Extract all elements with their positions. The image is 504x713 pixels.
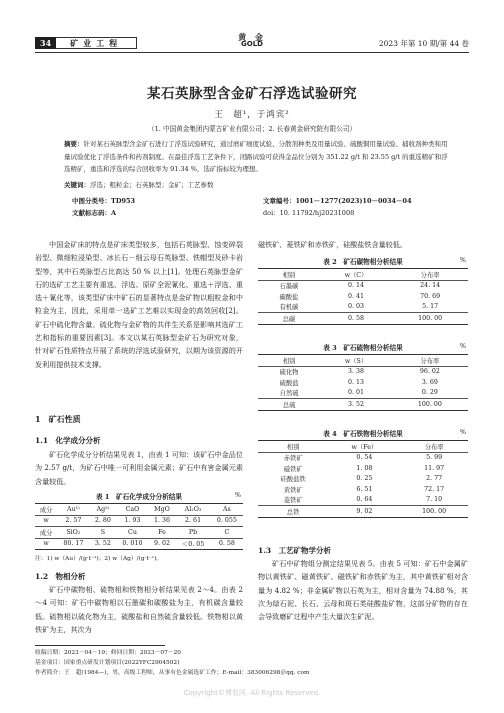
- table-cell: MgO: [154, 505, 170, 513]
- table-1: [35, 491, 243, 562]
- footnote-rule: [35, 645, 165, 646]
- table-row: [258, 399, 468, 411]
- table-4-unit: %: [460, 429, 466, 436]
- doi: doi：10. 11792/hj20231008: [263, 209, 355, 217]
- intro-paragraph: [35, 238, 243, 371]
- table-1-note: 注：1) w（Au）/(g·t⁻¹)；2) w（Ag）/(g·t⁻¹)。: [35, 556, 163, 562]
- table-row: [258, 377, 468, 388]
- table-cell: SiO₂: [66, 528, 81, 536]
- table-cell: 1. 93: [124, 517, 141, 525]
- issue-info: 2023 年第 10 期/第 44 卷: [378, 39, 469, 48]
- table-cell: Fe: [158, 528, 166, 536]
- article-number: 文章编号：1001－1277(2023)10－0034－04: [263, 197, 412, 205]
- table-cell: 9. 02: [153, 540, 170, 548]
- table-row: [258, 506, 468, 518]
- table-row: [258, 291, 468, 302]
- table-cell: 1. 08: [356, 464, 373, 472]
- table-cell: 100. 00: [418, 314, 443, 322]
- table-cell: 0. 13: [347, 378, 364, 386]
- table-cell: 72. 17: [424, 485, 445, 493]
- table-row: [258, 280, 468, 291]
- received-date: 收稿日期：2023－04－19；修回日期：2023－07－20: [35, 650, 181, 656]
- table-cell: 0. 14: [348, 282, 365, 290]
- table-cell: 3. 38: [347, 368, 364, 376]
- table-cell: 6. 51: [356, 485, 373, 493]
- table-2-unit: %: [460, 257, 466, 264]
- table-cell: 石墨碳: [279, 283, 299, 291]
- table-cell: 9. 02: [356, 507, 373, 515]
- table-cell: C: [224, 528, 230, 536]
- table-cell: 5. 99: [426, 454, 443, 462]
- table-cell: 80. 17: [63, 540, 84, 548]
- table-cell: 有机碳: [279, 304, 299, 312]
- journal-name-cn: 黄 金: [238, 32, 266, 42]
- table-row: [35, 515, 243, 527]
- table-cell: w: [43, 517, 49, 525]
- table-header-cell: 分布率: [424, 443, 444, 451]
- table-4-grid: [258, 440, 468, 518]
- table-row: [258, 366, 468, 377]
- journal-section: 矿业工程: [56, 37, 137, 49]
- table-cell: 2. 77: [426, 475, 443, 483]
- table-cell: 0. 055: [216, 517, 237, 525]
- paper-affiliations: （1. 中国黄金集团内蒙古矿业有限公司；2. 长春黄金研究院有限公司）: [148, 125, 356, 133]
- journal-logo: [222, 33, 282, 49]
- header-rule: [35, 52, 469, 53]
- table-row: [258, 388, 468, 399]
- table-cell: Al₂O₃: [184, 505, 202, 513]
- paragraph-1-1-text: 矿石化学成分分析结果见表 1，由表 1 可知：该矿石中金品位为 2.57 g/t，为矿石中唯一可利用金属元素；矿石中有害金属元素含量较低。: [35, 450, 243, 486]
- table-2: [258, 256, 468, 325]
- table-cell: 0. 64: [356, 496, 373, 504]
- table-cell: 1. 36: [153, 517, 170, 525]
- table-cell: 总碳: [282, 315, 296, 323]
- funding: 基金项目：国家重点研发计划项目(2022YFC2904502): [35, 660, 180, 666]
- table-cell: 96. 02: [419, 368, 440, 376]
- table-cell: 0. 03: [348, 303, 365, 311]
- table-header-cell: w（S）: [344, 357, 368, 365]
- paper-authors: 王 超¹，于鸿宾²: [214, 110, 290, 120]
- table-header-row: [258, 269, 468, 281]
- table-2-grid: [258, 268, 468, 325]
- section-heading-1: 1 矿石性质: [35, 414, 81, 424]
- table-cell: Pb: [188, 528, 198, 536]
- table-header-cell: 分布率: [420, 271, 440, 279]
- paragraph-1-1: [35, 448, 243, 488]
- table-2-caption: 表 2 矿石碳物相分析结果: [323, 258, 403, 266]
- table-cell: 7. 10: [426, 496, 443, 504]
- table-cell: 100. 00: [417, 400, 442, 408]
- abstract-text: 针对某石英脉型含金矿石进行了浮选试验研究，通过磨矿细度试验、分散剂种类及用量试验、硫酸铜用量试验、捕收剂种类和用量试验优化了浮选条件和药剂制度。在最佳浮选工艺条件下，闭路试验可获得金品位分别为 351.22 g/t 和 23.55 g/t 的重选精矿和浮选精矿，重选和浮选的综合回收率为 91.34 %，选矿指标较为理想。: [64, 140, 448, 173]
- table-cell: 碳酸盐: [279, 293, 299, 301]
- table-cell: 3. 52: [94, 540, 111, 548]
- table-cell: As: [222, 505, 231, 513]
- keywords: [64, 180, 448, 189]
- paragraph-1-3-text: 矿石中矿物组分测定结果见表 5。由表 5 可知：矿石中金属矿物以黄铁矿、磁黄铁矿、磁铁矿和赤铁矿为主，其中黄铁矿相对含量为 4.82 %；非金属矿物以石英为主，相对含量为 74.88 %，其次为绿石泥、长石、云母和斑石类硅酸盐矿物，这部分矿物的存在会导致磨矿过程中产生大量次生矿泥。: [258, 559, 468, 622]
- author-bio: 作者简介：王 超(1984—)，男，高级工程师，从事有色金属选矿工作；E-mail：383006298＠qq. com: [35, 670, 310, 676]
- paper-title: 某石英脉型含金矿石浮选试验研究: [147, 86, 357, 102]
- classification-number: 中图分类号：TD953: [72, 197, 136, 205]
- table-cell: 赤铁矿: [283, 455, 303, 463]
- table-cell: 11. 97: [424, 464, 445, 472]
- table-3-caption: 表 3 矿石硫物相分析结果: [323, 344, 403, 352]
- table-cell: Ag²⁾: [96, 505, 110, 513]
- table-row: [258, 474, 468, 485]
- table-cell: 总硫: [282, 401, 296, 409]
- table-header-row: [258, 441, 468, 453]
- table-cell: 24. 14: [420, 282, 441, 290]
- table-cell: 自然硫: [279, 390, 299, 398]
- table-cell: 0. 010: [122, 540, 143, 548]
- continued-text: 磁铁矿、菱铁矿和赤铁矿，硅酸盐铁含量较低。: [258, 240, 407, 249]
- table-row: [35, 504, 243, 516]
- table-cell: 2. 61: [185, 517, 202, 525]
- table-cell: 3. 69: [421, 378, 438, 386]
- table-cell: w: [43, 540, 49, 548]
- meta-left: [72, 195, 135, 219]
- table-row: [258, 302, 468, 313]
- table-1-caption: 表 1 矿石化学成分分析结果: [95, 493, 182, 501]
- paragraph-1-2: [35, 583, 243, 636]
- table-row: [258, 484, 468, 495]
- table-row: [258, 495, 468, 506]
- table-row: [258, 452, 468, 463]
- table-cell: 成分: [39, 529, 53, 537]
- table-cell: 3. 52: [347, 400, 364, 408]
- intro-text: 中国金矿床的特点是矿床类型较多，包括石英脉型、蚀变碎裂岩型、微细粒浸染型、冰长石－细云母石英脉型、铁帽型及砂卡岩型等，其中石英脉型占比高达 50 % 以上[1]。处理石英脉型金矿石的选矿工艺主要有重选、浮选、原矿全泥氰化、重选＋浮选、重选＋氰化等，该类型矿床中矿石的显著特点是金矿物以粗粒金和中粒金为主，因此，采用单一选矿工艺难以实现金的高效回收[2]。矿石中硫化物含量、硫化物与金矿物的共伴生关系是影响其选矿工艺和指标的重要因素[3]。本文以某石英脉型金矿石为研究对象，针对矿石性质特点开展了系统的浮选试验研究，以期为该资源的开发利用提供技术支撑。: [35, 240, 243, 369]
- table-cell: 磁铁矿: [283, 465, 303, 473]
- table-cell: 0. 25: [356, 475, 373, 483]
- table-cell: 黄铁矿: [283, 486, 303, 494]
- table-cell: 硫化物: [279, 369, 299, 377]
- table-header-cell: w（Fe）: [351, 443, 378, 451]
- table-cell: Cu: [128, 528, 137, 536]
- footnotes: [35, 648, 309, 678]
- page-number: 34: [35, 37, 56, 49]
- table-cell: 2. 57: [65, 517, 82, 525]
- table-header-cell: w（C）: [344, 271, 368, 279]
- table-4-caption: 表 4 矿石铁物相分析结果: [323, 430, 403, 438]
- section-heading-1-3: 1.3 工艺矿物学分析: [258, 546, 332, 555]
- table-cell: ＜0. 05: [181, 541, 205, 549]
- table-3: [258, 342, 468, 411]
- section-heading-1-2: 1.2 物相分析: [35, 572, 86, 581]
- table-row: [258, 313, 468, 325]
- table-1-grid: [35, 503, 243, 550]
- table-header-cell: 分布率: [420, 357, 440, 365]
- document-code: 文献标志码：A: [72, 209, 117, 217]
- table-cell: 0. 54: [356, 454, 373, 462]
- table-row: [35, 527, 243, 539]
- table-cell: 0. 58: [218, 540, 235, 548]
- table-cell: 硫酸盐: [279, 379, 299, 387]
- running-header-left: [35, 37, 137, 49]
- table-cell: 总铁: [286, 508, 300, 516]
- table-cell: 100. 00: [422, 507, 447, 515]
- table-header-cell: 相别: [282, 357, 296, 365]
- table-cell: 0. 29: [421, 389, 438, 397]
- table-cell: 70. 69: [420, 292, 441, 300]
- table-header-cell: 相别: [282, 271, 296, 279]
- table-cell: 菱铁矿: [283, 497, 303, 505]
- table-3-grid: [258, 354, 468, 411]
- table-3-unit: %: [460, 343, 466, 350]
- table-row: [258, 463, 468, 474]
- abstract: [64, 138, 448, 176]
- table-header-cell: 相别: [286, 443, 300, 451]
- table-cell: 硅酸盐铁: [280, 476, 306, 484]
- journal-name-en: GOLD: [241, 40, 263, 49]
- table-cell: 2. 80: [94, 517, 111, 525]
- table-row: [35, 538, 243, 550]
- paragraph-1-3: [258, 557, 468, 623]
- table-cell: Au¹⁾: [67, 505, 80, 513]
- meta-right: [263, 195, 412, 219]
- table-1-unit: %: [235, 492, 241, 499]
- table-4: [258, 428, 468, 518]
- table-cell: 0. 01: [347, 389, 364, 397]
- table-header-row: [258, 355, 468, 367]
- continued-paragraph: [258, 238, 468, 251]
- table-cell: 成分: [39, 506, 53, 514]
- table-cell: S: [100, 528, 106, 536]
- paragraph-1-2-text: 矿石中碳物相、硫物相和铁物相分析结果见表 2～4。由表 2～4 可知：矿石中碳物相以石墨碳和碳酸盐为主，有机碳含量较低。硫物相以硫化物为主，硫酸盐和自然硫含量较低。铁物相以黄铁矿为主，其次为: [35, 585, 243, 634]
- section-heading-1-1: 1.1 化学成分分析: [35, 436, 101, 445]
- table-cell: CaO: [125, 505, 140, 513]
- keywords-label: 关键词：: [64, 181, 90, 189]
- table-cell: 0. 41: [348, 292, 365, 300]
- keywords-text: 浮选；粗粒金；石英脉型；金矿；工艺参数: [90, 181, 214, 189]
- table-cell: 0. 58: [348, 314, 365, 322]
- table-cell: 5. 17: [422, 303, 439, 311]
- abstract-label: 摘要：: [64, 140, 84, 148]
- copyright-watermark: Copyright©博看网. All Rights Reserved.: [183, 689, 321, 697]
